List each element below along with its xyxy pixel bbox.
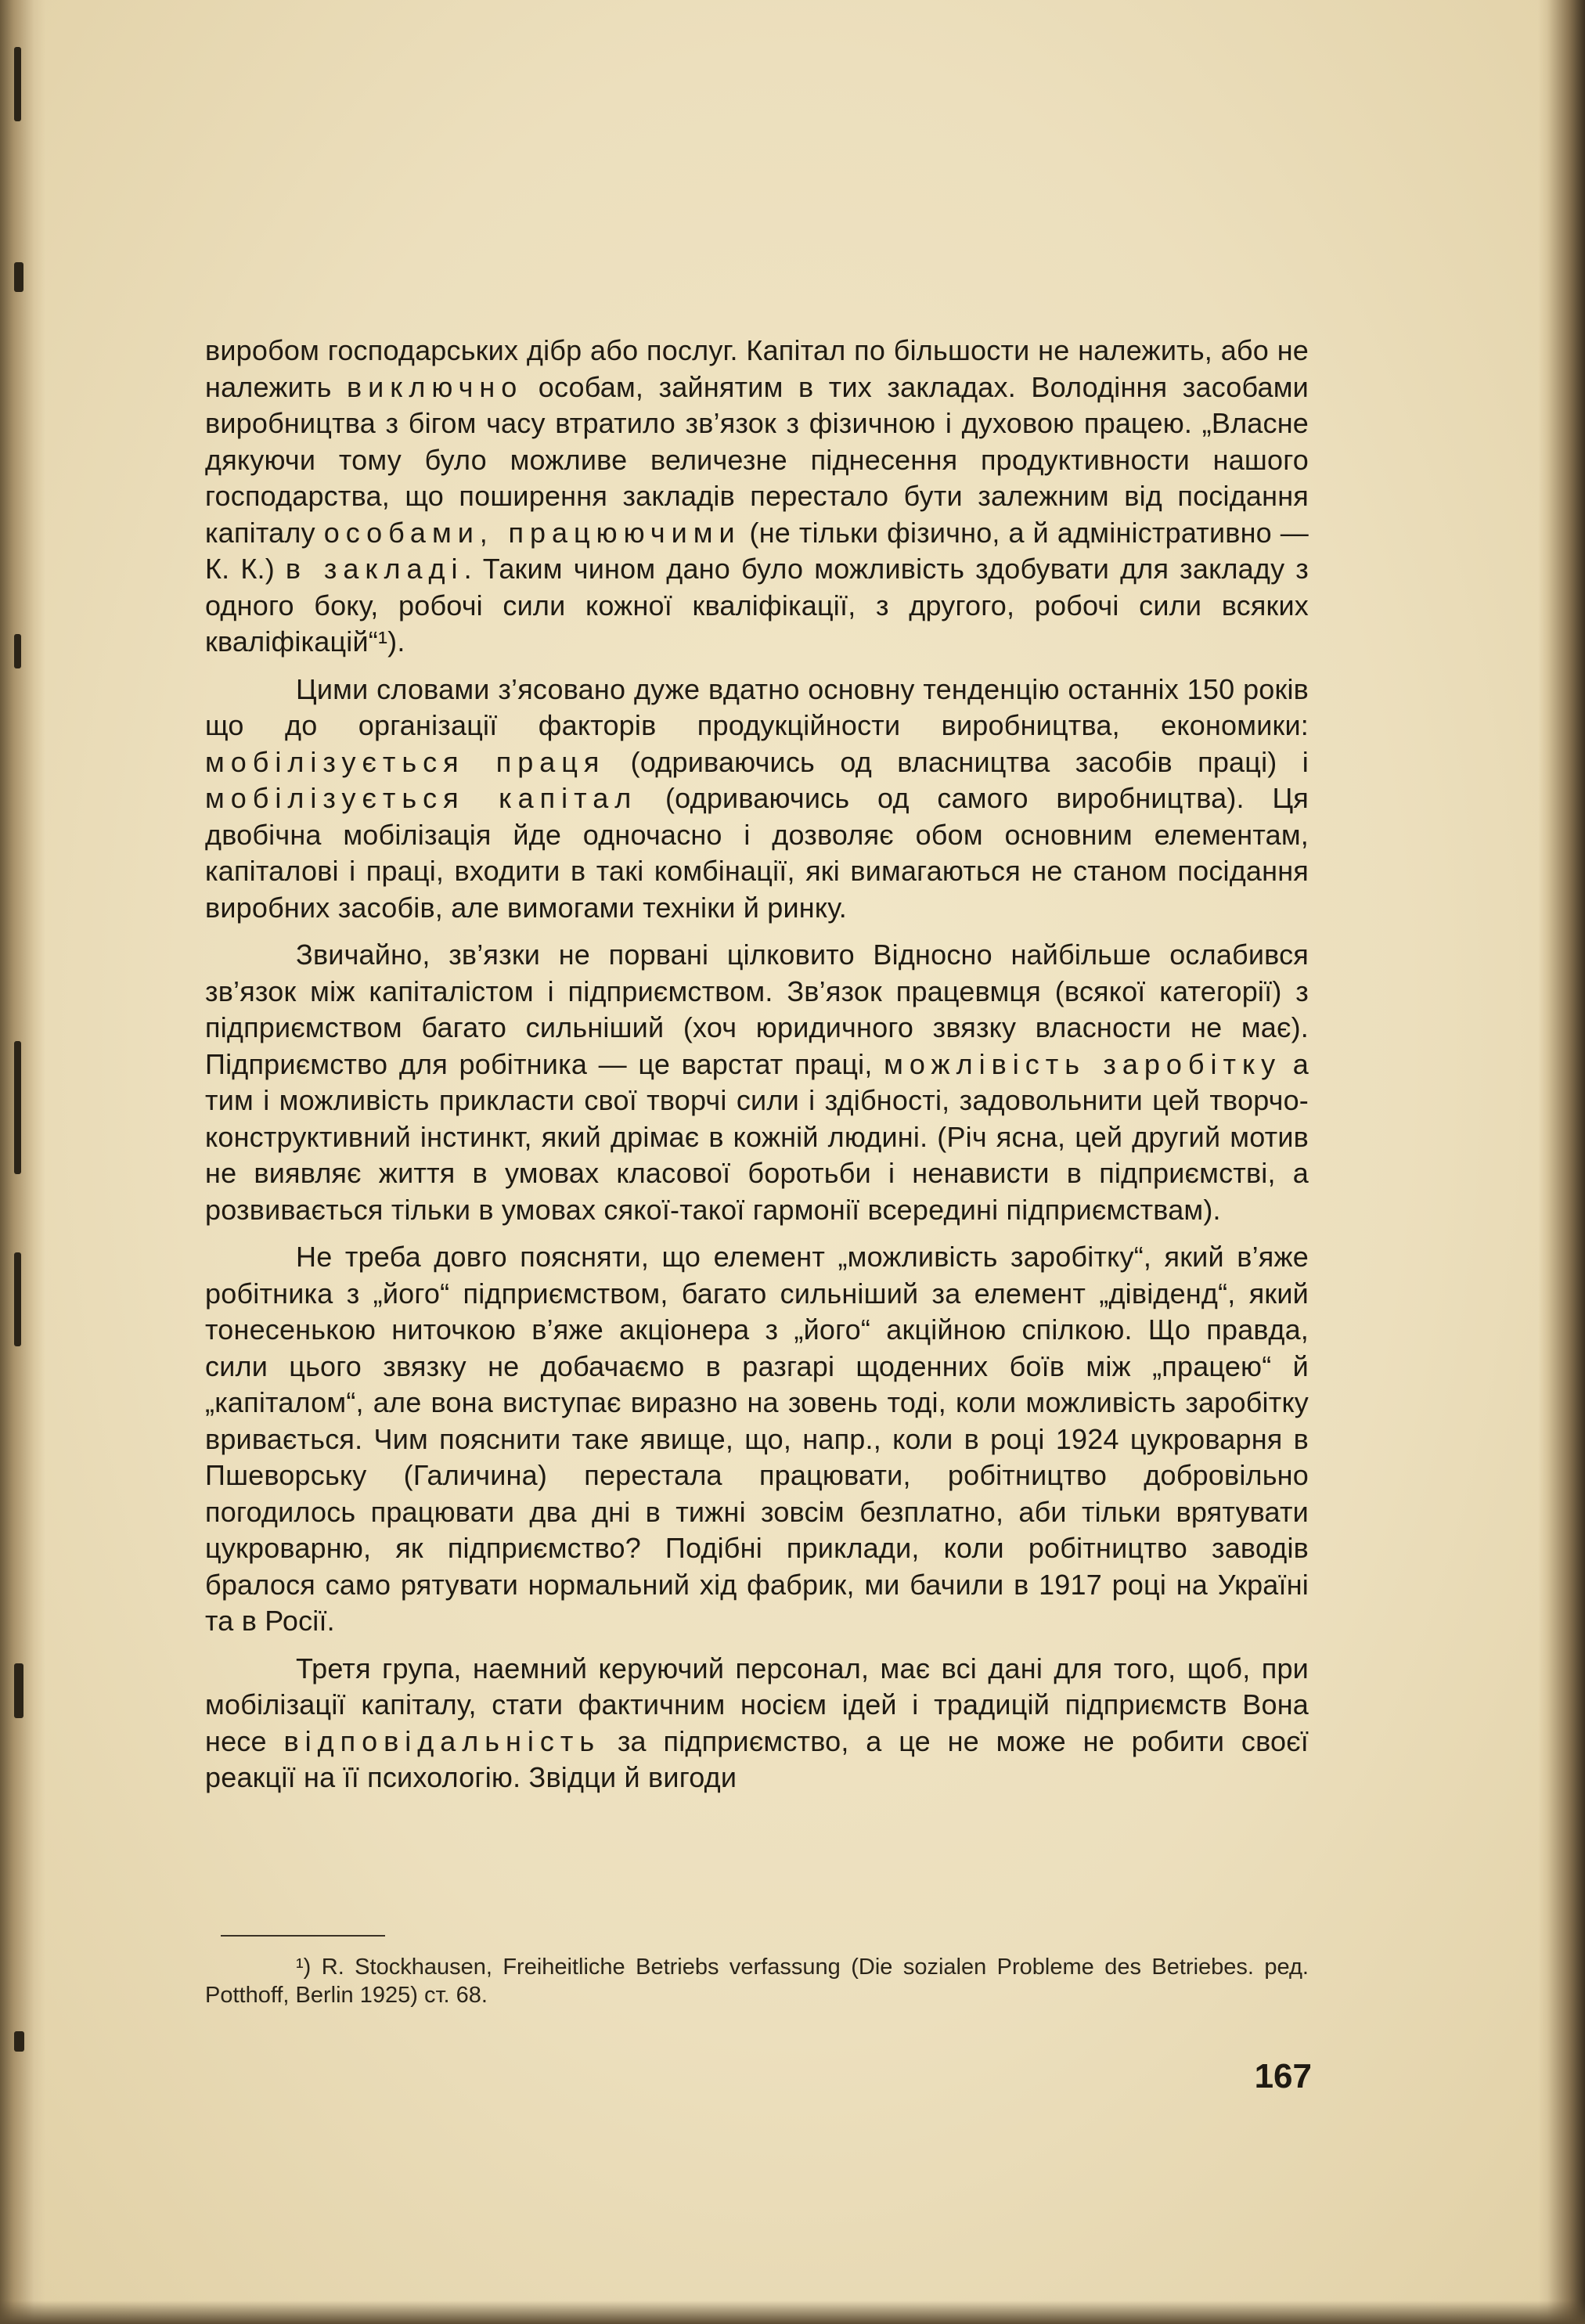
paragraph <box>205 937 1309 1228</box>
text-run: (не тільки фізично, а й адміністративно — К. К.) <box>205 516 1309 585</box>
text-run: Третя група, наемний керуючий персонал, має всі дані для того, щоб, при мобілізації капіталу, стати фактичним носієм ідей і традицій підприємств Вона несе <box>205 1652 1309 1757</box>
binding-mark <box>14 47 21 121</box>
bottom-page-edge <box>0 2301 1585 2324</box>
emphasis-spaced: відповідальність <box>283 1724 601 1757</box>
emphasis-spaced: особами, працюючими <box>323 516 741 549</box>
emphasis-spaced: можлівість заробітку <box>884 1047 1282 1080</box>
footnote-divider <box>221 1935 385 1937</box>
binding-mark <box>14 1252 21 1346</box>
emphasis-spaced: мобілізується капітал <box>205 782 638 814</box>
left-page-edge <box>0 0 45 2324</box>
emphasis-spaced: виключно <box>347 370 524 403</box>
paragraph <box>205 1651 1309 1796</box>
binding-mark <box>14 1663 23 1718</box>
binding-mark <box>14 262 23 292</box>
paragraph <box>205 333 1309 661</box>
text-run: за підприємство, а це не може не робити своєї реакції на її психологію. Звідци й вигоди <box>205 1724 1309 1793</box>
text-run: (одриваючись од власництва засобів праці) і <box>605 745 1309 778</box>
text-run: (одриваючись од самого виробництва). Ця двобічна мобілізація йде одночасно і дозволяє обом основним елементам, капіталові і праці, входити в такі комбінації, які вимагаються не станом посідання виробних засобів, але вимогами техніки й ринку. <box>205 782 1309 924</box>
body-text <box>205 333 1309 1807</box>
binding-mark <box>14 1041 21 1174</box>
right-page-edge <box>1538 0 1585 2324</box>
text-run: Не треба довго поясняти, що елемент „можливість заробітку“, який в’яже робітника з „його“ підприємством, багато сильніший за елемент „дівіденд“, який тонесенькою ниточкою в’яже акціонера з „його“ акційною спілкою. Що правда, сили цього звязку не добачаємо в разгарі щоденних боїв між „працею“ й „капіталом“, але вона виступає виразно на зовень тоді, коли можливість заробітку вривається. Чим пояснити таке явище, що, напр., коли в році 1924 цукроварня в Пшеворську (Галичина) перестала працювати, робітництво добровільно погодилось працювати два дні в тижні зовсім безплатно, аби тільки врятувати цукроварню, як підприємство? Подібні приклади, коли робітництво заводів бралося само рятувати нормальний хід фабрик, ми бачили в 1917 році на Україні та в Росії. <box>205 1241 1309 1637</box>
paragraph <box>205 672 1309 927</box>
text-run: виробом господарських дібр або послуг. Капітал по більшости не належить, або не належить <box>205 334 1309 403</box>
page-number: 167 <box>1254 2057 1312 2095</box>
text-run: Звичайно, зв’язки не порвані цілковито Відносно найбільше ослабився зв’язок між капіталістом і підприємством. Зв’язок працевмця (всякої категорії) з підприємством багато сильніший (хоч юридичного звязку власности не має). Підприємство для робітника — це варстат праці, <box>205 939 1309 1080</box>
paragraph <box>205 1239 1309 1640</box>
binding-mark <box>14 2031 24 2052</box>
emphasis-spaced: в закладі <box>285 553 464 585</box>
text-run: . Таким чином дано було можливість здобувати для закладу з одного боку, робочі сили кожної кваліфікації, з другого, робочі сили всяких кваліфікацій“¹). <box>205 553 1309 658</box>
text-run: а тим і можливість прикласти свої творчі сили і здібності, задовольнити цей творчо-конструктивний інстинкт, який дрімає в кожній людині. (Річ ясна, цей другий мотив не виявляє життя в умовах класової боротьби і ненависти в підприємстві, а розвивається тільки в умовах сякої-такої гармонії всередині підприємствам). <box>205 1047 1309 1226</box>
emphasis-spaced: мобілізується праця <box>205 745 606 778</box>
footnote: ¹) R. Stockhausen, Freiheitliche Betriebs verfassung (Die sozialen Probleme des Betriebes. ред. Potthoff, Berlin 1925) ст. 68. <box>205 1955 1309 2008</box>
binding-mark <box>14 634 21 668</box>
text-run: Цими словами з’ясовано дуже вдатно основну тенденцію останніх 150 років що до організації факторів продукційности виробництва, економики: <box>205 672 1309 741</box>
text-run: особам, зайнятим в тих закладах. Володіння засобами виробництва з бігом часу втратило зв’язок з фізичною і духовою працею. „Власне дякуючи тому було можливе величезне піднесення продуктивности нашого господарства, що поширення закладів перестало бути залежним від посідання капіталу <box>205 370 1309 549</box>
